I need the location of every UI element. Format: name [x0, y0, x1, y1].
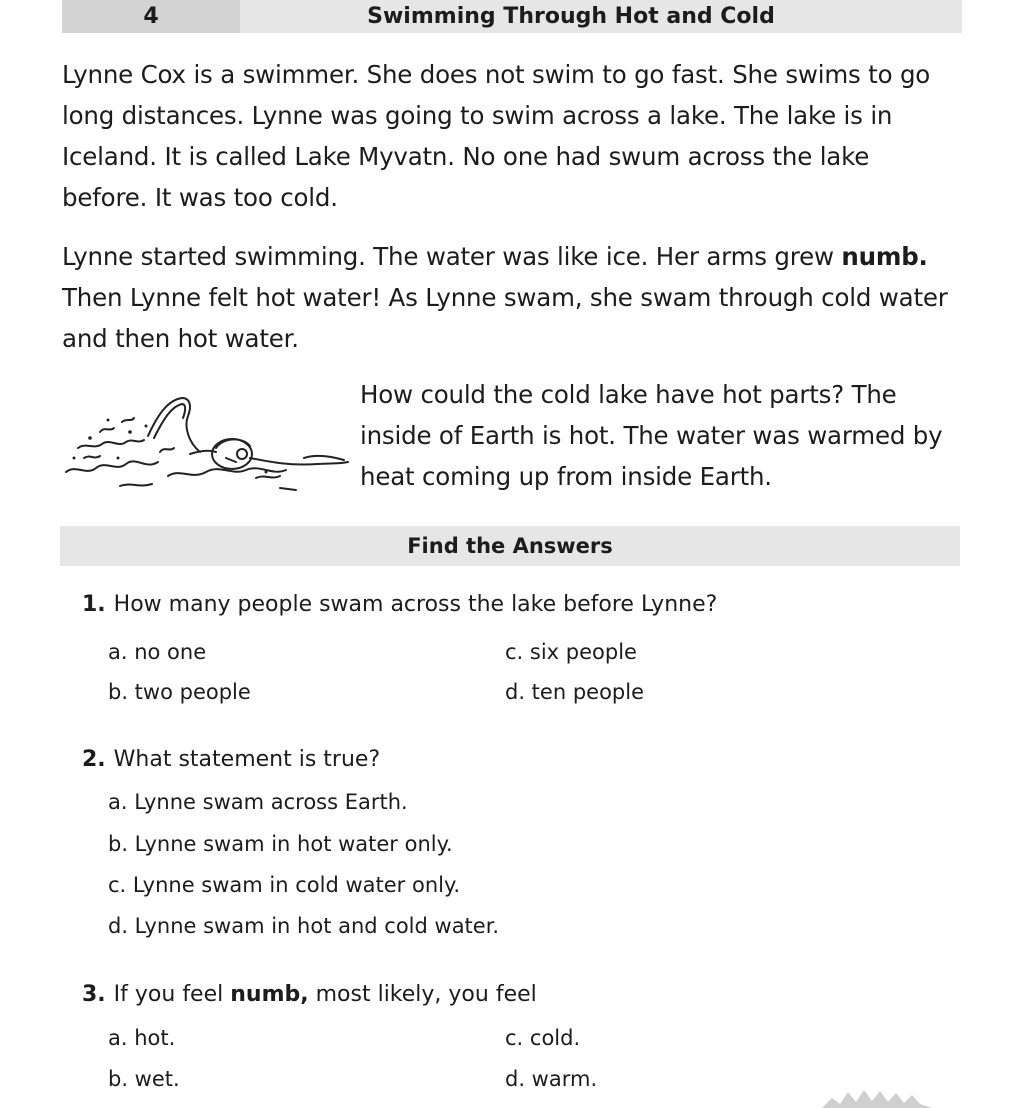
- question-text-start: If you feel: [113, 982, 224, 1007]
- answer-option[interactable]: a. no one: [108, 640, 207, 664]
- section-heading: Find the Answers: [60, 526, 960, 566]
- answer-option[interactable]: c. cold.: [505, 1026, 581, 1050]
- question-3: [82, 982, 537, 1007]
- answer-option[interactable]: a. Lynne swam across Earth.: [108, 790, 408, 814]
- paragraph-2-text-start: Lynne started swimming. The water was like ice. Her arms grew: [62, 242, 834, 271]
- answer-option[interactable]: d. ten people: [505, 680, 645, 704]
- question-1: [82, 592, 717, 617]
- answer-option[interactable]: c. Lynne swam in cold water only.: [108, 873, 461, 897]
- question-2: [82, 747, 380, 772]
- question-text: What statement is true?: [113, 747, 381, 772]
- question-text: How many people swam across the lake before Lynne?: [113, 592, 718, 617]
- question-text-end: most likely, you feel: [315, 982, 537, 1007]
- story-paragraph-3: How could the cold lake have hot parts? The inside of Earth is hot. The water was warmed by heat coming up from inside Earth.: [360, 380, 943, 491]
- title-bar: [62, 0, 962, 33]
- question-number: 3.: [82, 982, 106, 1007]
- vocabulary-word-numb: numb.: [841, 242, 928, 271]
- answer-option[interactable]: a. hot.: [108, 1026, 176, 1050]
- story-paragraph-2: [62, 236, 957, 359]
- lesson-number: 4: [62, 0, 240, 33]
- answer-option[interactable]: b. wet.: [108, 1067, 180, 1091]
- starburst-decoration-icon: [822, 1090, 932, 1108]
- swimmer-illustration: [60, 392, 352, 498]
- answer-option[interactable]: b. Lynne swam in hot water only.: [108, 832, 453, 856]
- story-paragraph-1: Lynne Cox is a swimmer. She does not swim to go fast. She swims to go long distances. Lynne was going to swim across a lake. The lake is in Iceland. It is called Lake Myvatn. No one had swum across the lake before. It was too cold.: [62, 60, 931, 212]
- question-number: 1.: [82, 592, 106, 617]
- answer-option[interactable]: b. two people: [108, 680, 251, 704]
- vocabulary-word-numb: numb,: [230, 982, 309, 1007]
- lesson-title: Swimming Through Hot and Cold: [367, 4, 775, 29]
- question-number: 2.: [82, 747, 106, 772]
- paragraph-2-text-end: Then Lynne felt hot water! As Lynne swam, she swam through cold water and then hot water.: [62, 283, 948, 353]
- answer-option[interactable]: d. Lynne swam in hot and cold water.: [108, 914, 500, 938]
- answer-option[interactable]: d. warm.: [505, 1067, 598, 1091]
- answer-option[interactable]: c. six people: [505, 640, 637, 664]
